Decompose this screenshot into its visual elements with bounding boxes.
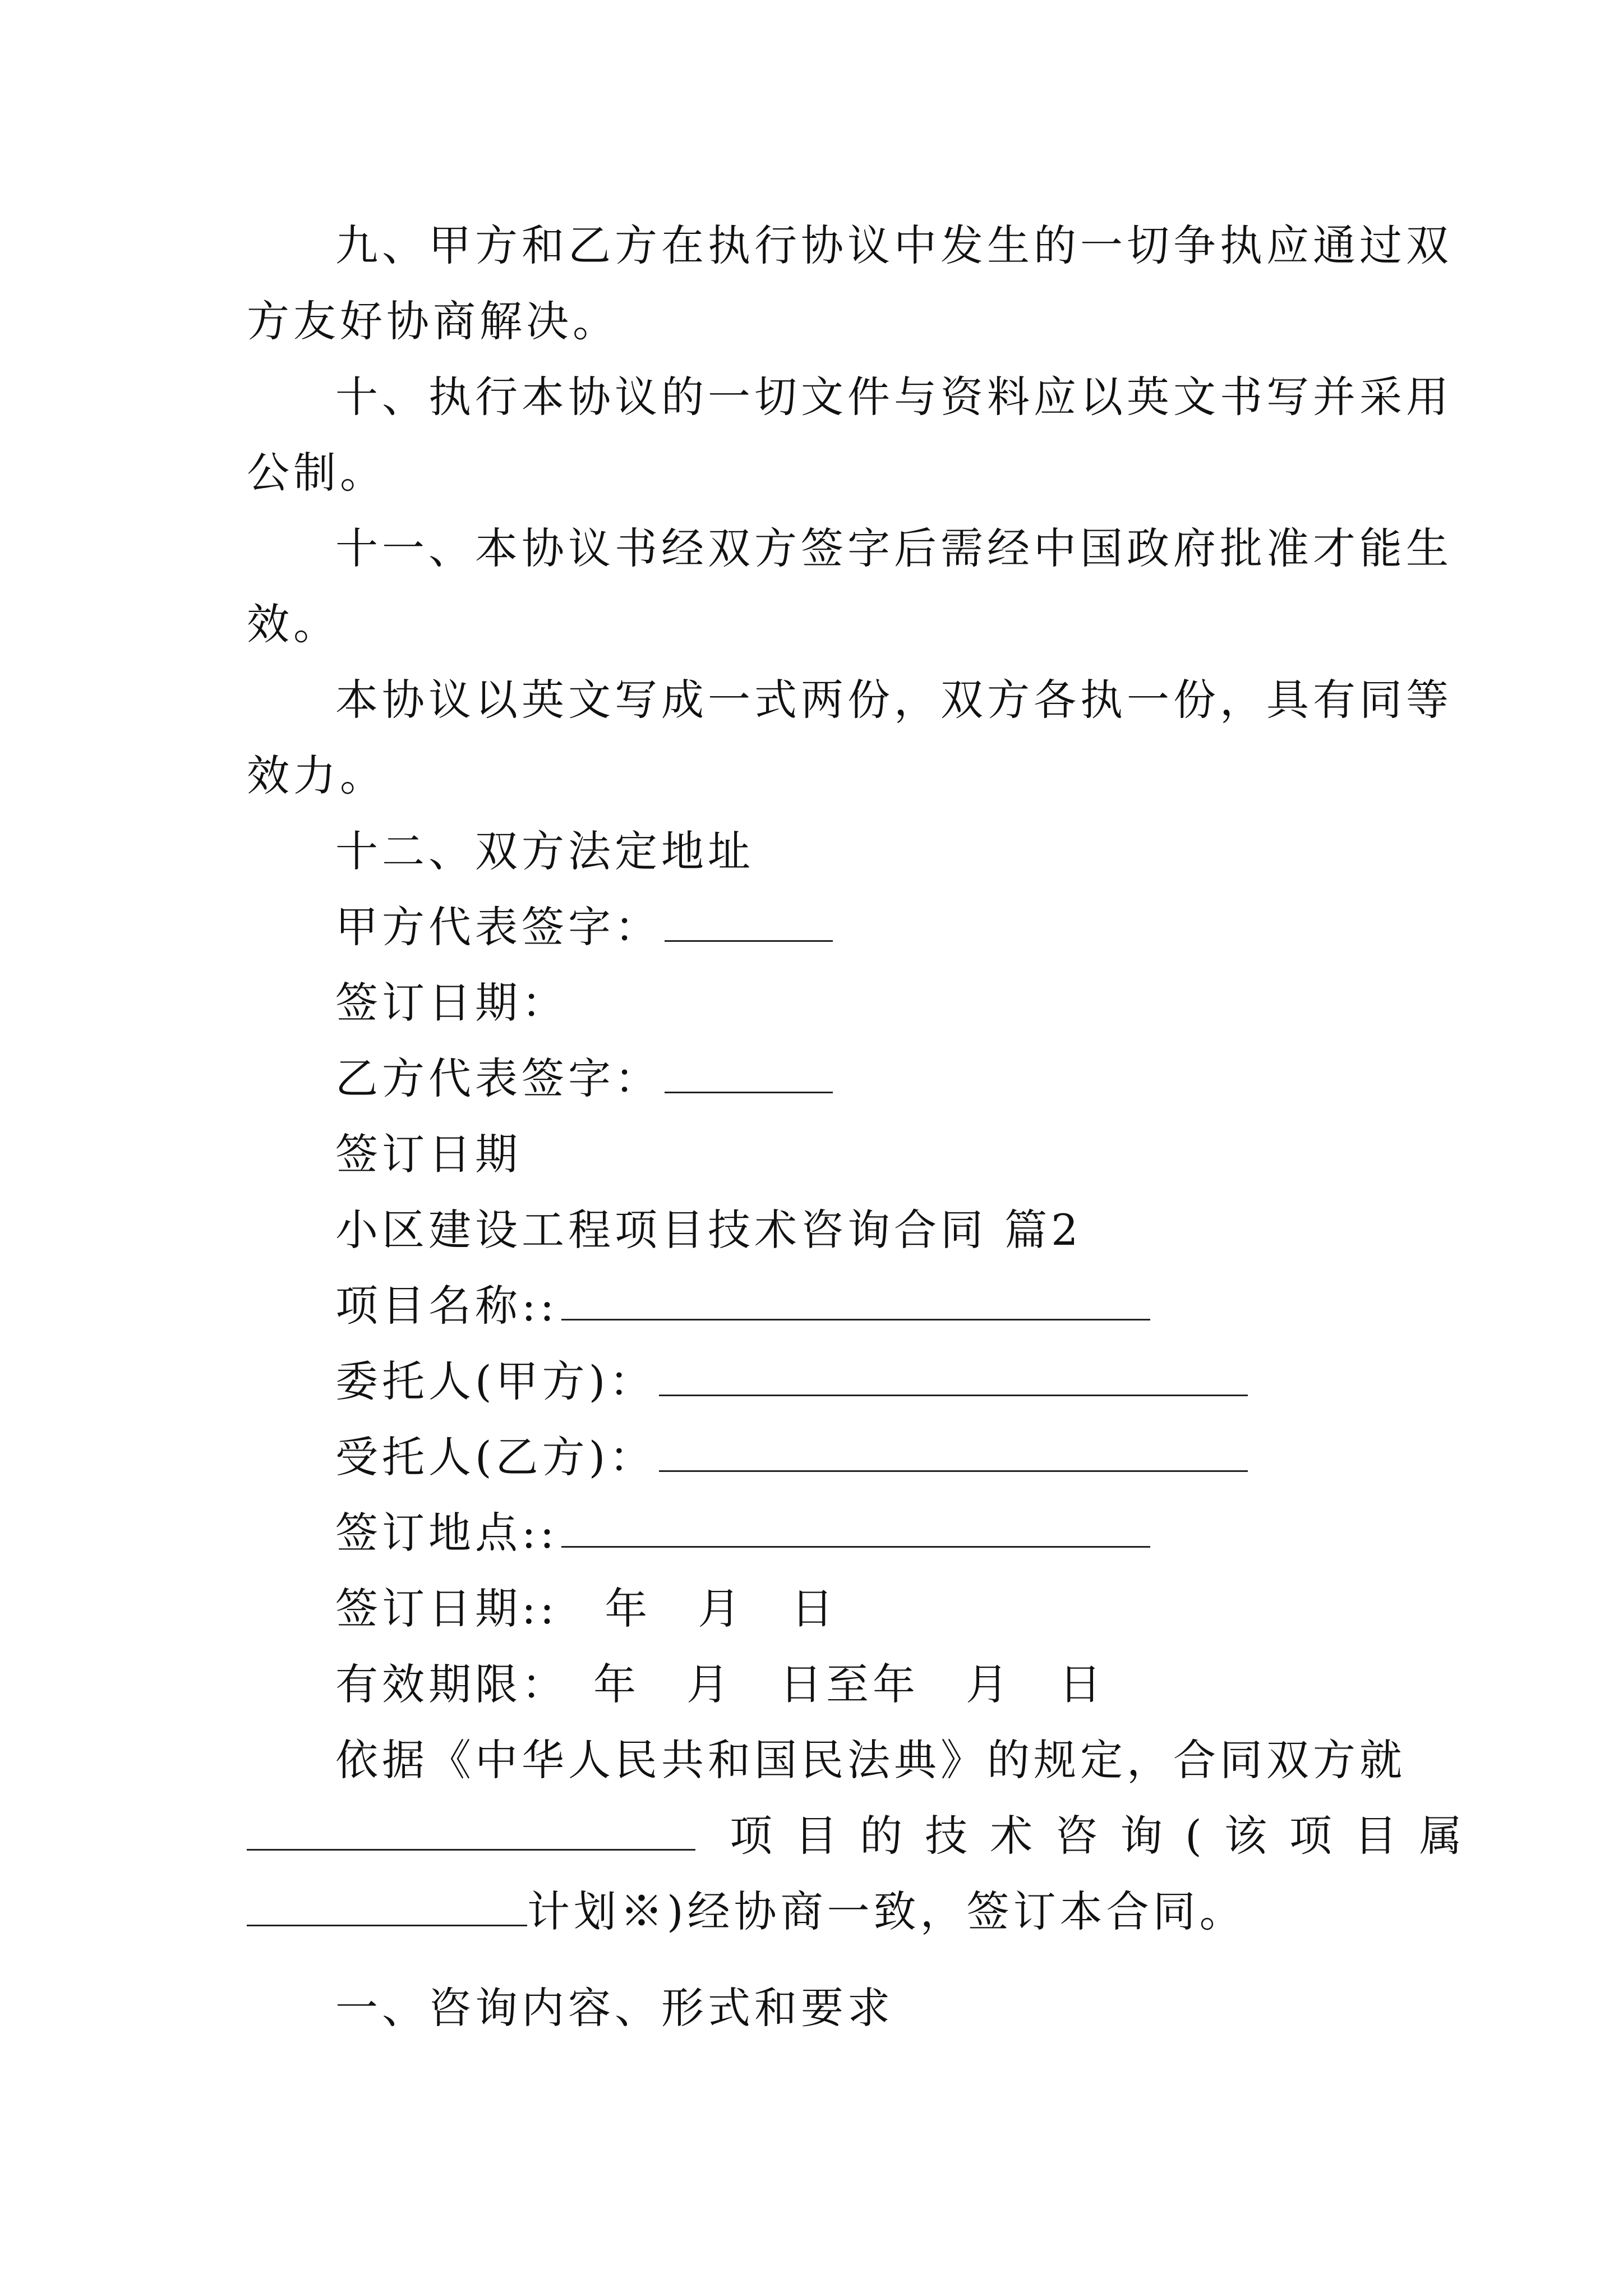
copies-line-2: 效力。 [247,751,386,800]
basis-line-2-text: 项目的技术咨询(该项目属 [730,1811,1484,1861]
sign-date-label-1: 签订日期： [335,978,568,1028]
party-a-sign-blank[interactable] [665,901,833,942]
client-row [335,1354,1468,1410]
basis-line-3 [247,1884,1380,1940]
para-10-line-2: 公制。 [247,448,386,498]
basis-line-2 [247,1808,1484,1864]
contract-2-title: 小区建设工程项目技术咨询合同 篇2 [335,1205,1082,1255]
sign-date-label-2: 签订日期 [335,1129,522,1179]
trustee-row [335,1429,1468,1485]
party-a-sign-row [335,899,1468,955]
para-9-line-2: 方友好协商解决。 [247,296,619,346]
project-blank[interactable] [247,1810,695,1851]
project-name-label: 项目名称:: [335,1281,559,1331]
sign-place-row [335,1505,1468,1561]
para-11-line-2: 效。 [247,599,340,649]
basis-line-3-text: 计划※)经协商一致，签订本合同。 [527,1887,1246,1936]
section-1-heading: 一、咨询内容、形式和要求 [335,1983,894,2033]
project-name-row [335,1278,1468,1334]
client-blank[interactable] [659,1355,1248,1396]
client-label: 委托人(甲方)： [335,1356,656,1406]
basis-line-1: 依据《中华人民共和国民法典》的规定，合同双方就 [335,1735,1406,1785]
plan-blank[interactable] [247,1885,527,1926]
sign-date-line: 签订日期:: 年 月 日 [335,1584,838,1634]
project-name-blank[interactable] [561,1280,1150,1320]
party-a-sign-label: 甲方代表签字： [335,902,661,952]
party-b-sign-blank[interactable] [665,1052,833,1093]
sign-place-label: 签订地点:: [335,1508,559,1558]
copies-line-1: 本协议以英文写成一式两份，双方各执一份，具有同等 [335,675,1453,725]
para-10-line-1: 十、执行本协议的一切文件与资料应以英文书写并采用 [335,372,1453,422]
para-9-line-1: 九、甲方和乙方在执行协议中发生的一切争执应通过双 [335,220,1453,270]
trustee-blank[interactable] [659,1431,1248,1472]
party-b-sign-row [335,1051,1468,1107]
sign-place-blank[interactable] [561,1507,1150,1548]
trustee-label: 受托人(乙方)： [335,1432,656,1482]
para-12-heading: 十二、双方法定地址 [335,826,754,876]
para-11-line-1: 十一、本协议书经双方签字后需经中国政府批准才能生 [335,523,1453,573]
validity-line: 有效期限： 年 月 日至年 月 日 [335,1659,1105,1709]
party-b-sign-label: 乙方代表签字： [335,1053,661,1103]
